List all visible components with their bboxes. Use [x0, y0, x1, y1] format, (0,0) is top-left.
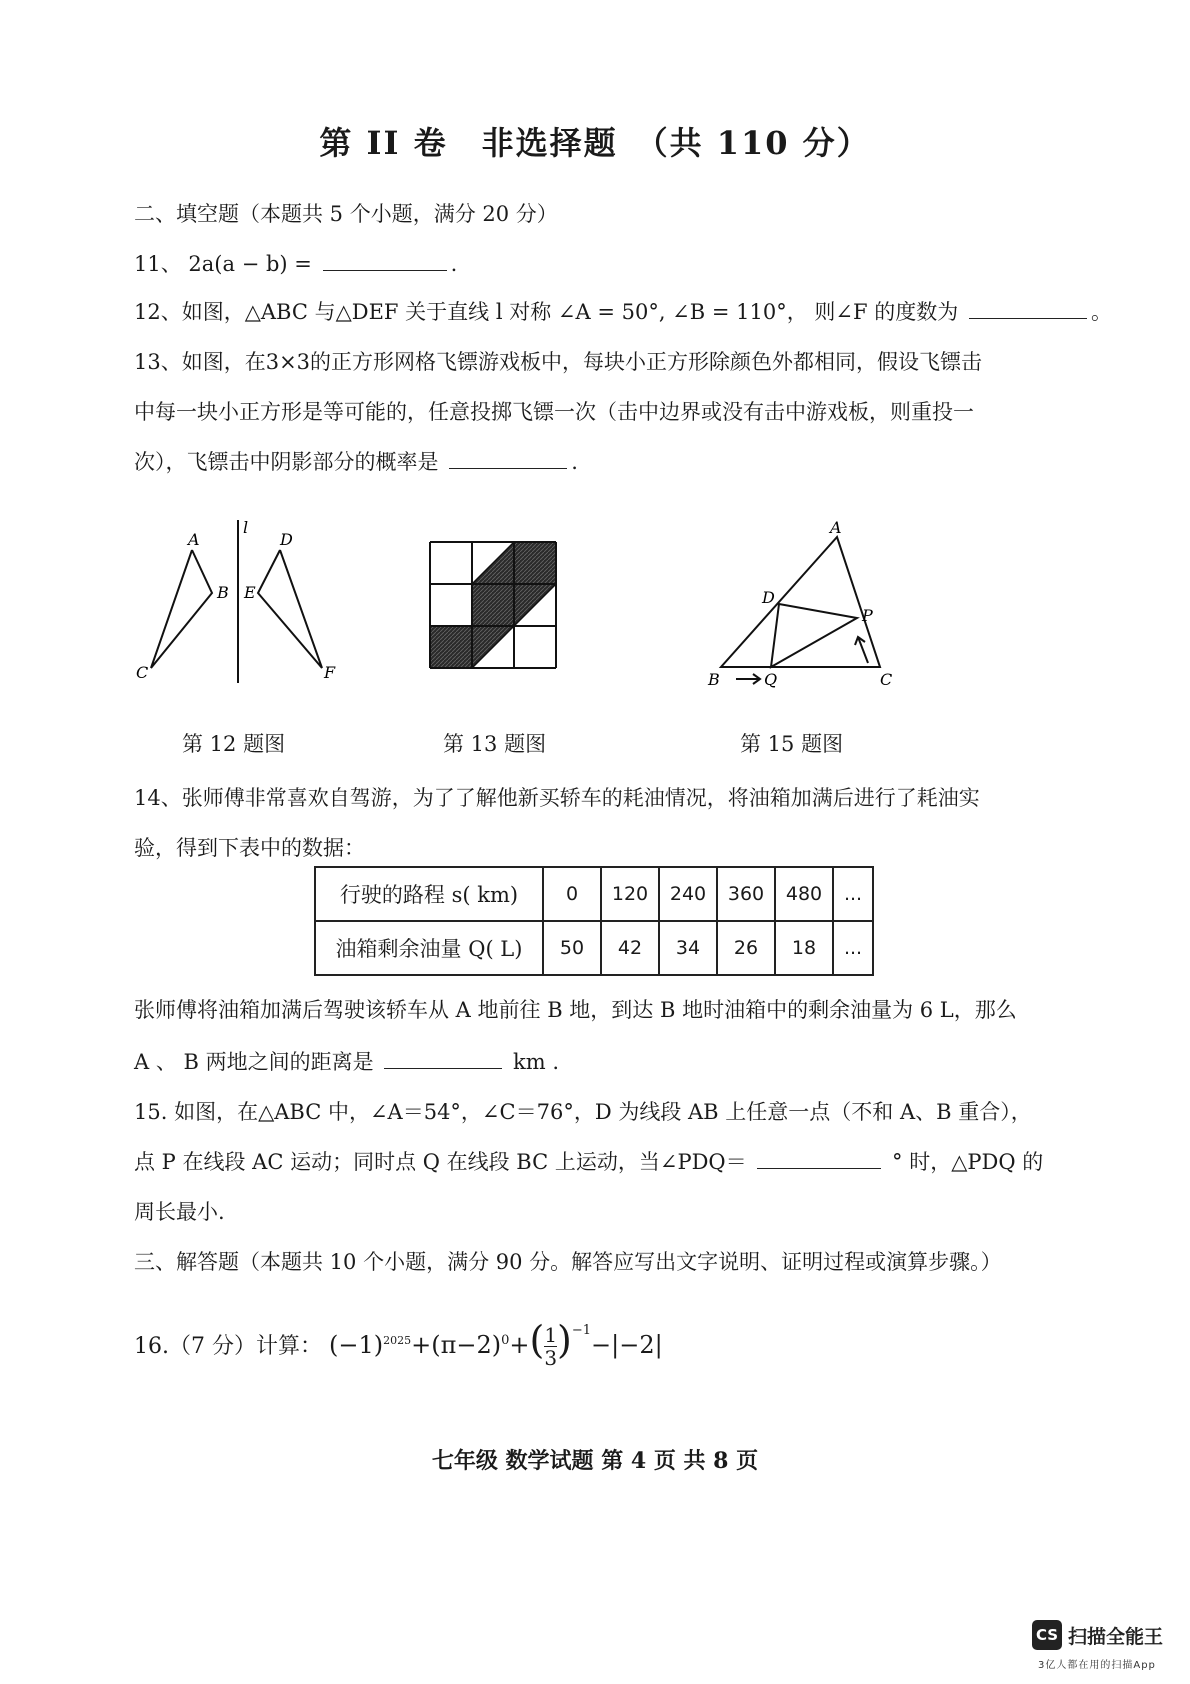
figure-15: [700, 515, 900, 695]
label-b: B: [217, 583, 229, 602]
table-cell: 240: [659, 867, 717, 921]
triangle-abc-15: [721, 537, 880, 667]
triangle-def: [258, 550, 322, 668]
q12-answer-blank: [969, 317, 1087, 319]
question-15-line-3: 周长最小.: [134, 1200, 225, 1224]
q13-text: 次），飞镖击中阴影部分的概率是: [134, 450, 439, 474]
shaded-cell: [472, 584, 514, 626]
q11-expression: 2a(a − b) =: [188, 252, 312, 276]
table-header-fuel: 油箱剩余油量 Q( L): [315, 921, 543, 975]
page-title: 第 II 卷 非选择题 （共 110 分）: [319, 124, 871, 162]
question-16: [134, 1318, 663, 1369]
fuel-data-table: [314, 866, 874, 976]
question-14-line-2: 验，得到下表中的数据：: [134, 836, 365, 860]
table-cell: 42: [601, 921, 659, 975]
label-a: A: [188, 530, 200, 549]
figure-13: [428, 540, 562, 670]
table-cell: 50: [543, 921, 601, 975]
q15-answer-blank: [757, 1167, 881, 1169]
page-footer: 七年级 数学试题 第 4 页 共 8 页: [431, 1448, 759, 1474]
label-c: C: [136, 663, 149, 682]
q14-text: A 、 B 两地之间的距离是: [134, 1050, 374, 1074]
watermark-slogan: 3亿人都在用的扫描App: [1038, 1660, 1156, 1671]
q11-answer-blank: [323, 269, 447, 271]
shaded-cell: [430, 626, 472, 668]
q13-answer-blank: [449, 467, 567, 469]
section-3-heading: 三、解答题（本题共 10 个小题，满分 90 分。解答应写出文字说明、证明过程或演算步骤。）: [134, 1250, 1002, 1274]
label-c-15: C: [880, 670, 893, 689]
camscanner-watermark: [1032, 1620, 1182, 1680]
q15-text: 点 P 在线段 AC 运动；同时点 Q 在线段 BC 上运动，当∠PDQ＝: [134, 1150, 747, 1174]
table-cell: 0: [543, 867, 601, 921]
q16-expression: $(-1)^{2025}+(\pi-2)^0+$( $\frac{1}{3}$ )$^{-1}$−|−2|: [328, 1318, 663, 1370]
question-14-line-3: 张师傅将油箱加满后驾驶该轿车从 A 地前往 B 地，到达 B 地时油箱中的剩余油量为 6 L，那么: [134, 998, 1017, 1022]
triangle-abc: [151, 550, 212, 668]
label-b-15: B: [708, 670, 720, 689]
triangle-pdq: [771, 604, 857, 667]
label-l: l: [243, 518, 249, 537]
figure-15-caption: 第 15 题图: [740, 732, 844, 756]
label-d: D: [280, 530, 293, 549]
shaded-cell: [514, 542, 556, 584]
dart-board-grid: [430, 542, 556, 668]
q16-prefix: 16.（7 分）计算：: [134, 1334, 322, 1359]
label-d-15: D: [762, 588, 775, 607]
table-row: [315, 867, 873, 921]
table-cell: 120: [601, 867, 659, 921]
question-15-line-1: 15. 如图，在△ABC 中，∠A＝54°，∠C＝76°，D 为线段 AB 上任意一点（不和 A、B 重合），: [134, 1100, 1032, 1124]
label-q-15: Q: [764, 670, 778, 689]
figure-12: [130, 515, 350, 685]
table-cell: 34: [659, 921, 717, 975]
table-cell: 18: [775, 921, 833, 975]
label-p-15: P: [862, 606, 873, 625]
table-cell: 26: [717, 921, 775, 975]
table-cell: ...: [833, 921, 873, 975]
watermark-name: 扫描全能王: [1068, 1626, 1164, 1648]
q14-unit: km .: [513, 1050, 559, 1074]
question-13-line-1: 13、如图，在3×3的正方形网格飞镖游戏板中，每块小正方形除颜色外都相同，假设飞镖击: [134, 350, 983, 374]
q12-text: 12、如图，△ABC 与△DEF 关于直线 l 对称 ∠A = 50°, ∠B = 110°， 则∠F 的度数为: [134, 300, 959, 324]
table-header-distance: 行驶的路程 s( km): [315, 867, 543, 921]
table-row: [315, 921, 873, 975]
question-14-line-1: 14、张师傅非常喜欢自驾游，为了了解他新买轿车的耗油情况，将油箱加满后进行了耗油实: [134, 786, 980, 810]
table-cell: 360: [717, 867, 775, 921]
question-13-line-3: 次），飞镖击中阴影部分的概率是 .: [134, 450, 578, 474]
camscanner-logo: CS: [1032, 1620, 1062, 1650]
q15-text-end: ° 时，△PDQ 的: [892, 1150, 1044, 1174]
question-15-line-2: [134, 1146, 1043, 1176]
q11-number: 11、: [134, 252, 182, 276]
label-f: F: [324, 663, 336, 682]
figure-13-caption: 第 13 题图: [443, 732, 547, 756]
q14-answer-blank: [384, 1067, 502, 1069]
table-cell: ...: [833, 867, 873, 921]
question-12: 12、如图，△ABC 与△DEF 关于直线 l 对称 ∠A = 50°, ∠B = 110°， 则∠F 的度数为 。: [134, 300, 1112, 324]
figure-12-caption: 第 12 题图: [182, 732, 286, 756]
question-14-line-4: [134, 1046, 559, 1076]
question-11: 11、 2a(a − b) = .: [134, 252, 458, 276]
table-cell: 480: [775, 867, 833, 921]
label-a-15: A: [830, 518, 842, 537]
question-13-line-2: 中每一块小正方形是等可能的，任意投掷飞镖一次（击中边界或没有击中游戏板，则重投一: [134, 400, 974, 424]
label-e: E: [244, 583, 256, 602]
section-2-heading: 二、填空题（本题共 5 个小题，满分 20 分）: [134, 202, 558, 226]
